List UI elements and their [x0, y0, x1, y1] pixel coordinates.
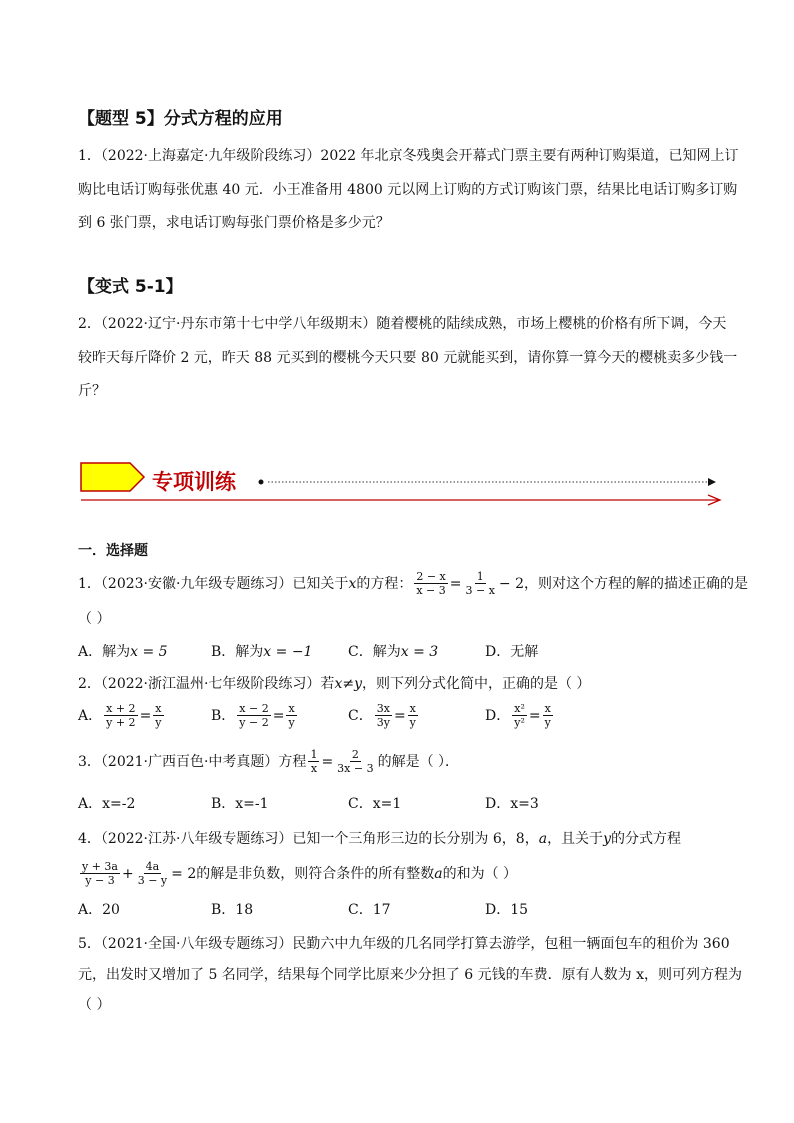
t1-f1-den: x − 3: [416, 584, 446, 597]
t1-b-math: x = −1: [263, 644, 313, 660]
t3-f2-num: 2: [351, 748, 359, 761]
t2-d-rnum: x: [544, 702, 551, 715]
banner-arrowhead-icon: [708, 478, 716, 486]
t1-tail: − 2: [498, 575, 525, 592]
t1-a-label: A．解为: [78, 644, 131, 660]
t1-stem-a: 1．（2023·安徽·九年级专题练习）已知关于: [78, 575, 349, 592]
t3-f1-num: 1: [310, 748, 318, 761]
t3-f2-den: 3x − 3: [337, 762, 374, 775]
t2-a-label: A．: [78, 707, 103, 724]
t2-stem-a: 2．（2022·浙江温州·七年级阶段练习）若: [78, 676, 335, 692]
t2-d-eq: =: [528, 707, 541, 724]
q1-line1: 1．（2022·上海嘉定·九年级阶段练习）2022 年北京冬残奥会开幕式门票主要有两种订购渠道，已知网上订: [78, 148, 739, 164]
t3-frac2: [335, 748, 375, 775]
t4-frac2: [136, 860, 169, 887]
t2-a-rden: y: [155, 716, 162, 729]
t1-c-math: x = 3: [400, 644, 439, 660]
t3-stem-a: 3．（2021·广西百色·中考真题）方程: [78, 753, 307, 770]
t2-b-rfrac: [286, 702, 296, 729]
t1-option-d: D．无解: [485, 644, 539, 660]
t4-stem-line2: [78, 860, 517, 887]
t3-stem: [78, 748, 459, 775]
t2-d-num: x²: [514, 702, 525, 715]
t2-b-rnum: x: [288, 702, 295, 715]
t2-a-rnum: x: [155, 702, 162, 715]
t1-var: x: [348, 575, 357, 592]
t2-c-rnum: x: [409, 702, 416, 715]
t4-var-a: a: [538, 831, 548, 847]
t2-a-rfrac: [153, 702, 163, 729]
t3-option-b: B．x=-1: [211, 796, 269, 812]
t1-option-c: [348, 642, 438, 662]
q2-line1: 2．（2022·辽宁·丹东市第十七中学八年级期末）随着樱桃的陆续成熟，市场上樱桃的价格有所下调，今天: [78, 316, 727, 332]
t1-frac1: [414, 570, 447, 597]
t2-c-rden: y: [409, 716, 416, 729]
t4-stem-e: 的和为（ ）: [442, 865, 518, 882]
t4-rhs: = 2: [171, 865, 197, 882]
t1-stem-b: 的方程：: [356, 575, 413, 592]
t4-f2-den: 3 − y: [137, 874, 168, 887]
t3-option-d: D．x=3: [485, 796, 539, 812]
t2-c-rfrac: [408, 702, 418, 729]
t3-frac1: [308, 748, 319, 775]
t2-b-eq: =: [272, 707, 285, 724]
t2-a-eq: =: [139, 707, 152, 724]
t4-var-y: y: [603, 831, 611, 847]
t2-c-eq: =: [393, 707, 406, 724]
t1-option-a: [78, 642, 168, 662]
t2-option-b: [211, 702, 299, 729]
banner-title: 专项训练: [152, 470, 236, 494]
t1-a-math: x = 5: [130, 644, 168, 660]
t5-line1: 5．（2021·全国·八年级专题练习）民勤六中九年级的几名同学打算去游学，包租一辆面包车的租价为 360: [78, 936, 730, 952]
t3-eq: =: [321, 753, 334, 770]
t2-a-num: x + 2: [106, 702, 136, 715]
t2-c-label: C．: [348, 707, 373, 724]
t2-d-den: y²: [514, 716, 525, 729]
t1-f1-num: 2 − x: [416, 570, 446, 583]
t2-b-den: y − 2: [239, 716, 269, 729]
section-title: 【题型 5】分式方程的应用: [78, 109, 283, 129]
t1-f2-num: 1: [476, 570, 484, 583]
t2-option-d: [485, 702, 555, 729]
t1-paren: （ ）: [78, 611, 111, 627]
t2-d-frac: [512, 702, 527, 729]
t2-c-num: 3x: [376, 702, 390, 715]
t5-paren: （ ）: [78, 997, 111, 1013]
t1-option-b: [211, 642, 312, 662]
t2-b-rden: y: [288, 716, 295, 729]
q2-line3: 斤？: [78, 383, 106, 399]
banner-arrow-icon: [81, 463, 144, 491]
t1-stem-c: ，则对这个方程的解的描述正确的是: [524, 575, 749, 592]
t4-stem-c: 的分式方程: [610, 831, 681, 847]
banner-dot-icon: [259, 480, 264, 485]
t4-stem-line1: [78, 829, 681, 849]
t1-b-label: B．解为: [211, 644, 264, 660]
q2-line2: 较昨天每斤降价 2 元，昨天 88 元买到的樱桃今天只要 80 元就能买到，请你算一算今天的樱桃卖多少钱一: [78, 350, 738, 366]
t2-c-den: 3y: [376, 716, 390, 729]
t1-f2-den: 3 − x: [465, 584, 495, 597]
t2-a-den: y + 2: [106, 716, 136, 729]
t2-c-frac: [375, 702, 392, 729]
t1-c-label: C．解为: [348, 644, 401, 660]
t3-option-c: C．x=1: [348, 796, 402, 812]
q1-line2: 购比电话订购每张优惠 40 元．小王准备用 4800 元以网上订购的方式订购该门票，结果比电话订购多订购: [78, 182, 738, 198]
q1-line3: 到 6 张门票，求电话订购每张门票价格是多少元？: [78, 215, 390, 231]
variant-title: 【变式 5-1】: [78, 277, 183, 297]
t4-stem-a: 4．（2022·江苏·八年级专题练习）已知一个三角形三边的长分别为 6，8，: [78, 831, 539, 847]
t4-option-b: B．18: [211, 902, 254, 918]
t2-b-num: x − 2: [239, 702, 269, 715]
t4-stem-d: 的解是非负数，则符合条件的所有整数: [196, 865, 435, 882]
t4-plus: +: [121, 865, 134, 882]
t2-stem-b: ，则下列分式化简中，正确的是（ ）: [361, 676, 591, 692]
t4-option-d: D．15: [485, 902, 529, 918]
t5-line2: 元，出发时又增加了 5 名同学，结果每个同学比原来少分担了 6 元钱的车费．原有人数为 x，则可列方程为: [78, 967, 742, 983]
t3-f1-den: x: [310, 762, 318, 775]
t4-option-a: A．20: [78, 902, 120, 918]
t2-d-rden: y: [544, 716, 551, 729]
t3-option-a: A．x=-2: [78, 796, 136, 812]
t4-option-c: C．17: [348, 902, 391, 918]
t4-stem-b: ，且关于: [547, 831, 604, 847]
t2-b-frac: [237, 702, 270, 729]
t4-frac1: [80, 860, 120, 887]
t4-var-a2: a: [434, 865, 443, 882]
t4-f1-num: y + 3a: [82, 860, 118, 873]
training-heading: 一．选择题: [78, 543, 148, 559]
t2-a-frac: [104, 702, 137, 729]
t2-stem: [78, 674, 590, 694]
t1-stem: [78, 570, 748, 597]
t2-option-c: [348, 702, 420, 729]
t2-d-rfrac: [543, 702, 553, 729]
t1-frac2: [464, 570, 497, 597]
t4-f2-num: 4a: [145, 860, 160, 873]
t2-cond: x≠y: [334, 676, 362, 692]
t2-option-a: [78, 702, 166, 729]
t2-d-label: D．: [485, 707, 511, 724]
t4-f1-den: y − 3: [85, 874, 115, 887]
t3-stem-b: 的解是（ ）．: [377, 753, 460, 770]
t2-b-label: B．: [211, 707, 236, 724]
t1-eq: =: [449, 575, 462, 592]
